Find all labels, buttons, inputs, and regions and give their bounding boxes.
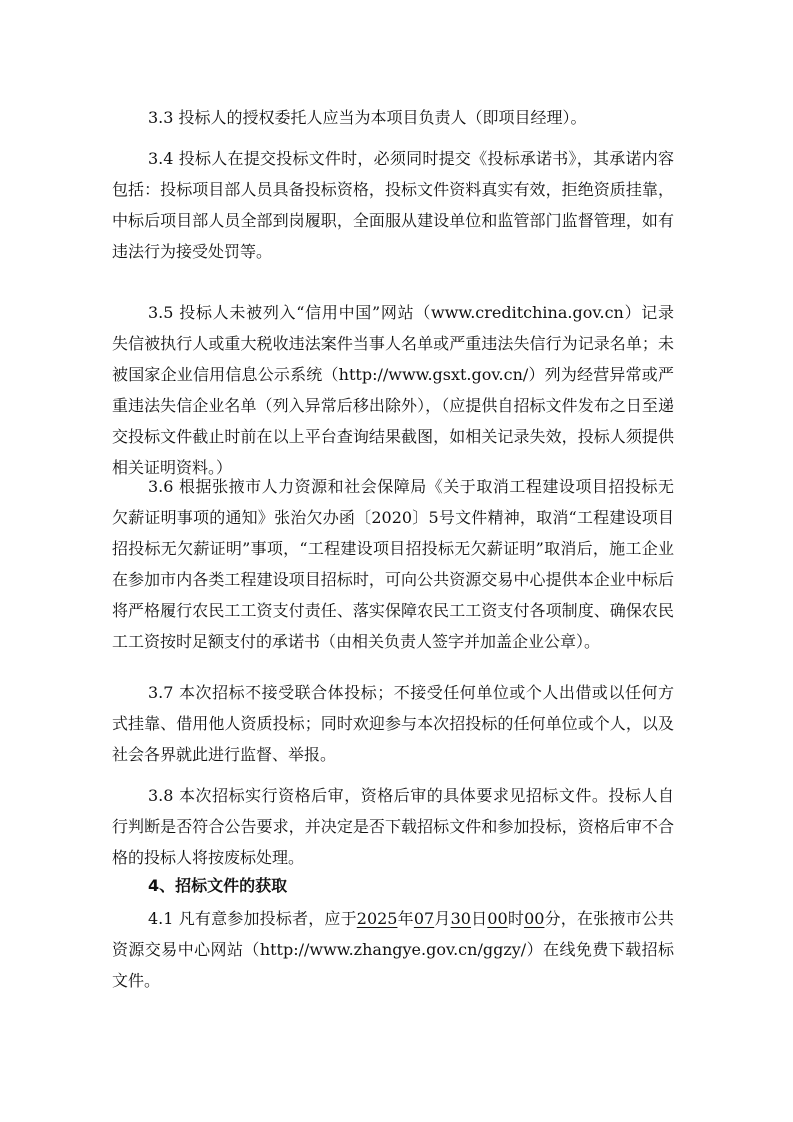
deadline-year: 2025 bbox=[356, 909, 398, 928]
paragraph-3-4: 3.4 投标人在提交投标文件时，必须同时提交《投标承诺书》，其承诺内容包括：投标项目部人员具备投标资格，投标文件资料真实有效，拒绝资质挂靠，中标后项目部人员全部到岗履职，全面服从建设单位和监管部门监督管理，如有违法行为接受处罚等。 bbox=[112, 149, 674, 261]
section-heading-4: 4、招标文件的获取 bbox=[148, 876, 288, 895]
s41-suffix: 在张掖市公共资源交易中心网站（http://www.zhangye.gov.cn/ggzy/）在线免费下载招标文件。 bbox=[112, 909, 674, 990]
paragraph-3-5: 3.5 投标人未被列入“信用中国”网站（www.creditchina.gov.cn）记录失信被执行人或重大税收违法案件当事人名单或严重违法失信行为记录名单；未被国家企业信用信息公示系统（http://www.gsxt.gov.cn/）列为经营异常或严重违法失信企业名单（列入异常后移出除外），（应提供自招标文件发布之日至递交投标文件截止时前在以上平台查询结果截图，如相关记录失效，投标人须提供相关证明资料。） bbox=[112, 303, 674, 477]
year-unit: 年 bbox=[397, 909, 414, 928]
paragraph-3-6: 3.6 根据张掖市人力资源和社会保障局《关于取消工程建设项目招投标无欠薪证明事项的通知》张治欠办函〔2020〕5号文件精神，取消“工程建设项目招投标无欠薪证明”事项，“工程建设项目招投标无欠薪证明”取消后，施工企业在参加市内各类工程建设项目招标时，可向公共资源交易中心提供本企业中标后将严格履行农民工工资支付责任、落实保障农民工工资支付各项制度、确保农民工工资按时足额支付的承诺书（由相关负责人签字并加盖企业公章）。 bbox=[112, 477, 674, 651]
month-unit: 月 bbox=[434, 909, 451, 928]
deadline-minute: 00 bbox=[524, 909, 545, 928]
minute-unit: 分， bbox=[544, 909, 577, 928]
paragraph-3-7: 3.7 本次招标不接受联合体投标；不接受任何单位或个人出借或以任何方式挂靠、借用他人资质投标；同时欢迎参与本次招投标的任何单位或个人，以及社会各界就此进行监督、举报。 bbox=[112, 683, 674, 764]
s41-prefix: 4.1 凡有意参加投标者，应于 bbox=[148, 909, 357, 928]
hour-unit: 时 bbox=[507, 909, 525, 928]
deadline-day: 30 bbox=[450, 909, 471, 928]
deadline-month: 07 bbox=[413, 909, 435, 928]
paragraph-3-8: 3.8 本次招标实行资格后审，资格后审的具体要求见招标文件。投标人自行判断是否符合公告要求，并决定是否下载招标文件和参加投标，资格后审不合格的投标人将按废标处理。 bbox=[112, 786, 674, 867]
day-unit: 日 bbox=[470, 909, 488, 928]
paragraph-4-1 bbox=[112, 903, 674, 996]
paragraph-3-3: 3.3 投标人的授权委托人应当为本项目负责人（即项目经理）。 bbox=[148, 108, 587, 127]
deadline-hour: 00 bbox=[487, 909, 508, 928]
